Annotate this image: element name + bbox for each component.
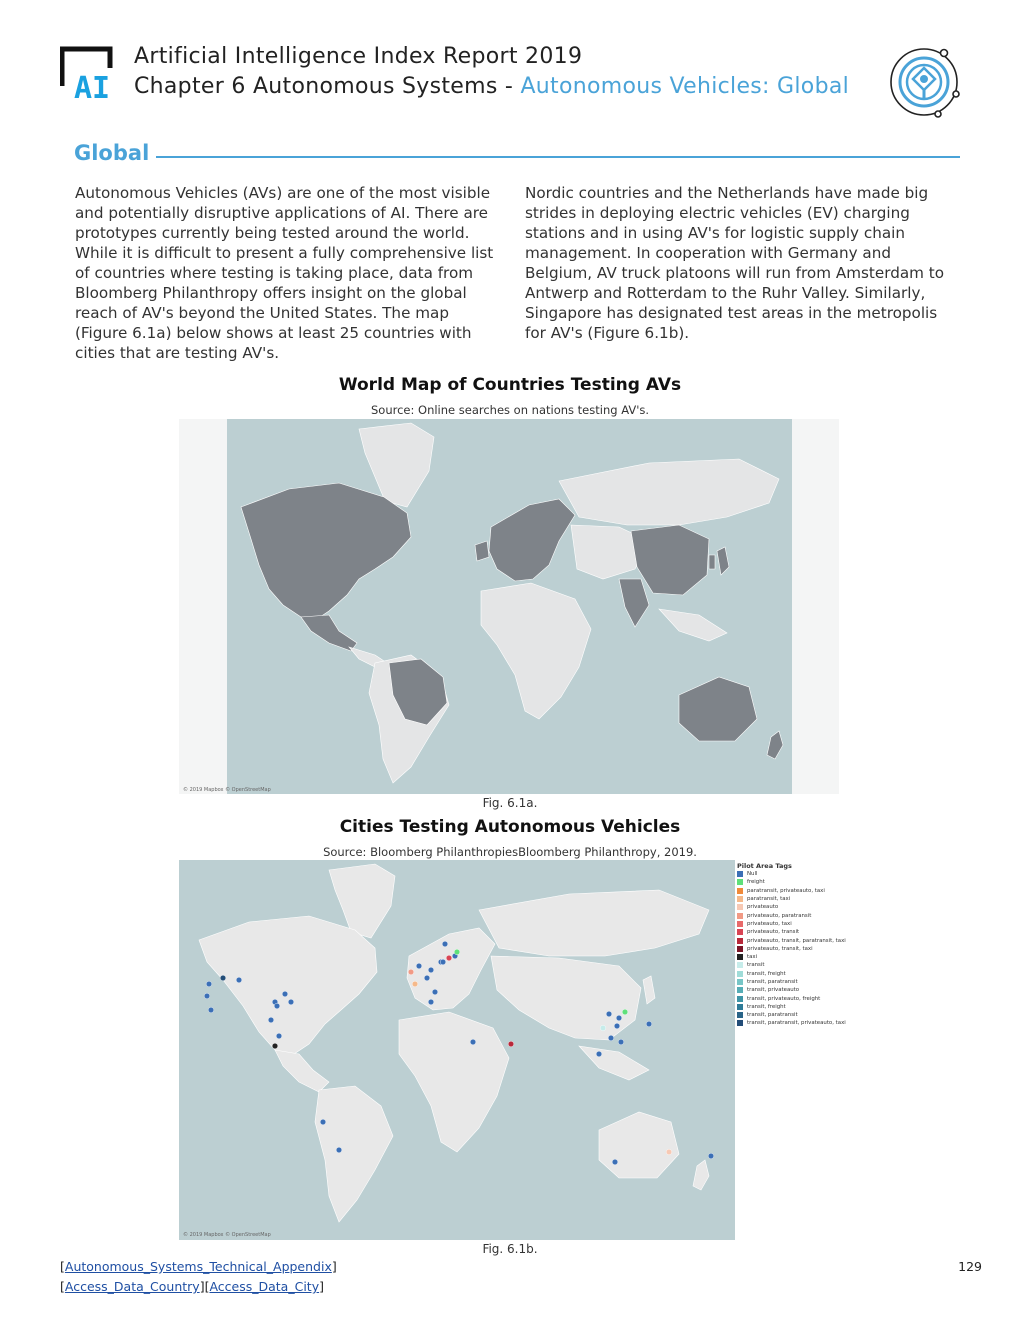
city-marker <box>596 1051 602 1057</box>
page-number: 129 <box>958 1259 982 1274</box>
legend-swatch <box>737 962 743 968</box>
legend-swatch <box>737 879 743 885</box>
legend-label: transit, privateauto, freight <box>747 995 821 1002</box>
legend-label: taxi <box>747 954 758 961</box>
legend-item <box>737 936 846 944</box>
appendix-link[interactable]: Autonomous_Systems_Technical_Appendix <box>64 1259 332 1274</box>
city-marker <box>268 1017 274 1023</box>
figure-b-source: Source: Bloomberg PhilanthropiesBloomberg Philanthropy, 2019. <box>323 845 697 859</box>
legend-swatch <box>737 946 743 952</box>
city-marker <box>288 999 294 1005</box>
city-marker <box>320 1119 326 1125</box>
legend-item <box>737 920 839 928</box>
legend-item <box>737 961 839 969</box>
legend-swatch <box>737 904 743 910</box>
legend-item <box>737 1019 846 1027</box>
legend-label: transit, paratransit <box>747 1012 798 1019</box>
city-marker <box>612 1159 618 1165</box>
city-marker <box>440 959 446 965</box>
city-marker <box>272 1043 278 1049</box>
cities-map <box>179 860 846 1240</box>
city-marker <box>454 949 460 955</box>
legend-swatch <box>737 1004 743 1010</box>
legend-list <box>737 870 846 1028</box>
logo-text: AI <box>74 71 111 102</box>
legend-swatch <box>737 921 743 927</box>
city-marker <box>470 1039 476 1045</box>
cities-map-svg <box>179 860 735 1240</box>
city-marker <box>622 1009 628 1015</box>
legend-swatch <box>737 996 743 1002</box>
body-paragraph-left: Autonomous Vehicles (AVs) are one of the most visible and potentially disruptive applications of AI. There are prototypes currently being tested around the world. While it is difficult to present a fully comprehensive list of countries where testing is taking place, data from Bloomberg Philanthropy offers insight on the global reach of AV's beyond the United States. The map (Figure 6.1a) below shows at least 25 countries with cities that are testing AV's. <box>75 184 494 362</box>
legend-swatch <box>737 971 743 977</box>
legend-label: privateauto, paratransit <box>747 912 812 919</box>
legend-label: transit, paratransit, privateauto, taxi <box>747 1020 846 1027</box>
city-marker <box>600 1025 606 1031</box>
city-marker <box>428 967 434 973</box>
legend-label: paratransit, taxi <box>747 896 791 903</box>
city-marker <box>614 1023 620 1029</box>
legend-item <box>737 986 839 994</box>
figure-a-source: Source: Online searches on nations testing AV's. <box>370 403 650 417</box>
city-marker <box>412 981 418 987</box>
chapter-accent: Autonomous Vehicles: Global <box>520 74 850 99</box>
city-data-link[interactable]: Access_Data_City <box>209 1279 320 1294</box>
chapter-badge-icon <box>886 44 962 120</box>
legend-item <box>737 903 839 911</box>
legend-swatch <box>737 1012 743 1018</box>
city-marker <box>446 955 452 961</box>
section-title: Global <box>74 141 150 165</box>
city-marker <box>616 1015 622 1021</box>
legend-item <box>737 878 839 886</box>
legend-swatch <box>737 896 743 902</box>
city-marker <box>428 999 434 1005</box>
city-marker <box>236 977 242 983</box>
legend-item <box>737 953 839 961</box>
city-marker <box>206 981 212 987</box>
city-marker <box>424 975 430 981</box>
legend-item <box>737 978 839 986</box>
korea <box>709 555 715 569</box>
legend-item <box>737 1011 839 1019</box>
city-marker <box>442 941 448 947</box>
legend-title: Pilot Area Tags <box>737 862 792 870</box>
legend-item <box>737 994 839 1002</box>
city-marker <box>646 1021 652 1027</box>
figure-b-caption: Fig. 6.1b. <box>482 1242 538 1256</box>
legend-label: privateauto, taxi <box>747 920 792 927</box>
world-map-countries-svg <box>179 419 839 794</box>
figure-a-title: World Map of Countries Testing AVs <box>338 375 682 395</box>
legend-item <box>737 970 839 978</box>
legend-label: transit <box>747 962 765 969</box>
city-marker <box>282 991 288 997</box>
figure-a-caption: Fig. 6.1a. <box>482 796 538 810</box>
legend-item <box>737 928 839 936</box>
chapter-title <box>134 74 849 99</box>
chapter-prefix: Chapter 6 Autonomous Systems - <box>134 74 521 99</box>
footer-links-row1: [Autonomous_Systems_Technical_Appendix] <box>60 1259 337 1274</box>
legend-label: privateauto <box>747 904 779 911</box>
legend-swatch <box>737 929 743 935</box>
legend-swatch <box>737 888 743 894</box>
legend-item <box>737 911 839 919</box>
world-map-countries <box>179 419 839 794</box>
city-marker <box>708 1153 714 1159</box>
city-marker <box>508 1041 514 1047</box>
city-marker <box>208 1007 214 1013</box>
city-marker <box>204 993 210 999</box>
city-marker <box>276 1033 282 1039</box>
legend-swatch <box>737 871 743 877</box>
legend-label: freight <box>747 879 765 886</box>
map-legend <box>737 862 846 1028</box>
legend-label: privateauto, transit, paratransit, taxi <box>747 937 846 944</box>
city-marker <box>666 1149 672 1155</box>
legend-item <box>737 1003 839 1011</box>
legend-swatch <box>737 987 743 993</box>
legend-label: privateauto, transit, taxi <box>747 945 813 952</box>
map-b-attribution: © 2019 Mapbox © OpenStreetMap <box>183 1232 271 1238</box>
legend-label: transit, privateauto <box>747 987 800 994</box>
legend-swatch <box>737 913 743 919</box>
legend-swatch <box>737 979 743 985</box>
legend-label: transit, freight <box>747 1003 786 1010</box>
city-marker <box>220 975 226 981</box>
legend-item <box>737 895 839 903</box>
legend-item <box>737 945 839 953</box>
legend-label: Null <box>747 871 758 878</box>
map-a-attribution: © 2019 Mapbox © OpenStreetMap <box>183 787 271 793</box>
city-marker <box>608 1035 614 1041</box>
legend-swatch <box>737 954 743 960</box>
city-marker <box>618 1039 624 1045</box>
legend-label: paratransit, privateauto, taxi <box>747 887 825 894</box>
legend-item <box>737 887 839 895</box>
ai-index-logo <box>60 46 122 102</box>
legend-label: transit, freight <box>747 970 786 977</box>
city-marker <box>432 989 438 995</box>
legend-item <box>737 870 839 878</box>
city-marker <box>606 1011 612 1017</box>
city-marker <box>274 1003 280 1009</box>
legend-swatch <box>737 938 743 944</box>
section-divider <box>156 156 960 158</box>
country-data-link[interactable]: Access_Data_Country <box>64 1279 200 1294</box>
city-marker <box>408 969 414 975</box>
city-marker <box>416 963 422 969</box>
legend-label: privateauto, transit <box>747 929 800 936</box>
figure-b-title: Cities Testing Autonomous Vehicles <box>339 817 681 837</box>
legend-label: transit, paratransit <box>747 979 798 985</box>
uk <box>475 541 489 561</box>
report-title: Artificial Intelligence Index Report 2019 <box>134 44 583 69</box>
city-marker <box>336 1147 342 1153</box>
footer-links-row2: [Access_Data_Country][Access_Data_City] <box>60 1279 324 1294</box>
body-paragraph-right: Nordic countries and the Netherlands have made big strides in deploying electric vehicles (EV) charging stations and in using AV's for logistic supply chain management. In cooperation with Germany and Belgium, AV truck platoons will run from Amsterdam to Antwerp and Rotterdam to the Ruhr Valley. Similarly, Singapore has designated test areas in the metropolis for AV's (Figure 6.1b). <box>525 184 945 342</box>
legend-swatch <box>737 1020 743 1026</box>
